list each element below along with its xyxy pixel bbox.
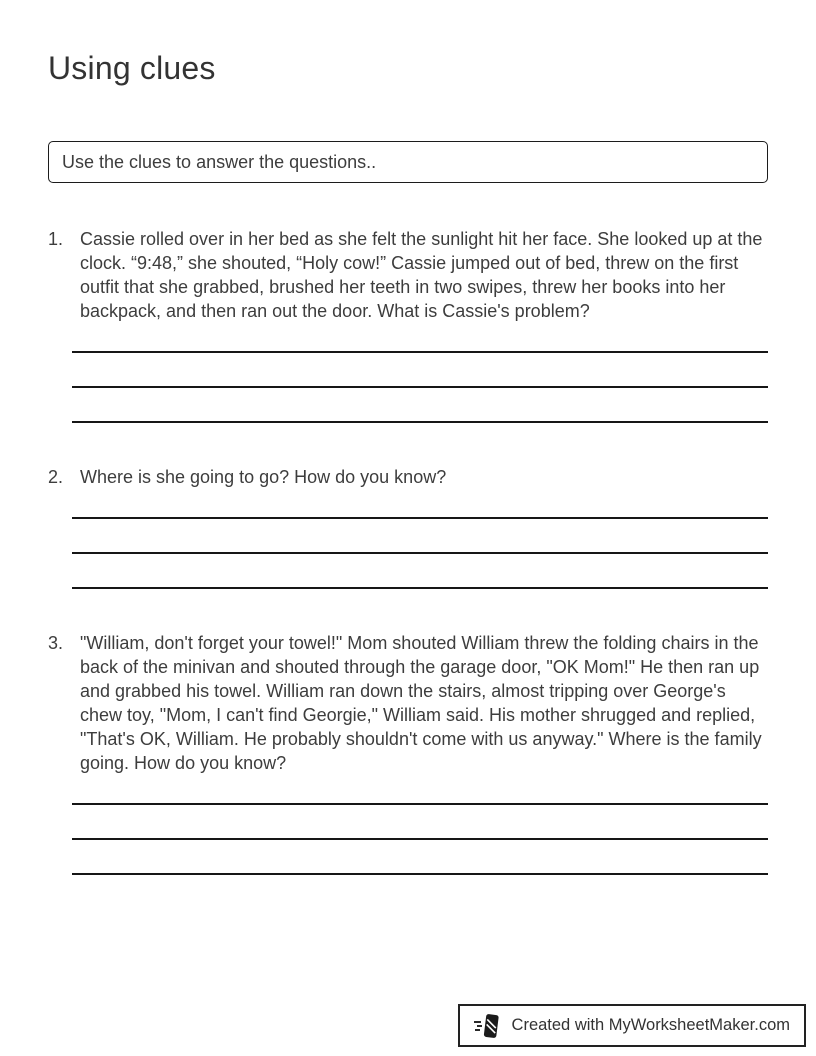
- instruction-box: [48, 141, 768, 183]
- footer-badge: [458, 1004, 806, 1047]
- answer-line: [72, 805, 768, 840]
- question-item-2: [48, 465, 768, 589]
- question-body: [80, 631, 768, 875]
- question-number: 2.: [48, 467, 64, 487]
- instruction-text: Use the clues to answer the questions..: [62, 152, 377, 172]
- answer-line: [72, 489, 768, 519]
- question-body: [80, 227, 768, 423]
- answer-line: [72, 554, 768, 589]
- page-title: Using clues: [48, 50, 216, 86]
- question-body: [80, 465, 768, 589]
- question-text: "William, don't forget your towel!" Mom shouted William threw the folding chairs in the back of the minivan and shouted through the garage door, "OK Mom!" He then ran up and grabbed his towel. William ran down the stairs, almost tripping over George's chew toy, "Mom, I can't find Georgie," William said. His mother shrugged and replied, "That's OK, William. He probably shouldn't come with us anyway." Where is the family going. How do you know?: [80, 633, 762, 773]
- question-item-1: [48, 227, 768, 423]
- question-number: 3.: [48, 633, 64, 653]
- myworksheetmaker-logo-icon: [472, 1011, 502, 1041]
- answer-line: [72, 519, 768, 554]
- answer-line: [72, 840, 768, 875]
- answer-lines: [72, 489, 768, 589]
- answer-lines: [72, 775, 768, 875]
- answer-line: [72, 353, 768, 388]
- question-text: Cassie rolled over in her bed as she felt the sunlight hit her face. She looked up at the clock. “9:48,” she shouted, “Holy cow!” Cassie jumped out of bed, threw on the first outfit that she grabbed, brushed her teeth in two swipes, threw her books into her backpack, and then ran out the door. What is Cassie's problem?: [80, 229, 763, 321]
- answer-line: [72, 323, 768, 353]
- question-item-3: [48, 631, 768, 875]
- question-number: 1.: [48, 229, 64, 249]
- question-list: [48, 227, 768, 875]
- footer-badge-label: Created with MyWorksheetMaker.com: [511, 1016, 790, 1034]
- question-text: Where is she going to go? How do you know?: [80, 467, 447, 487]
- answer-line: [72, 388, 768, 423]
- answer-line: [72, 775, 768, 805]
- answer-lines: [72, 323, 768, 423]
